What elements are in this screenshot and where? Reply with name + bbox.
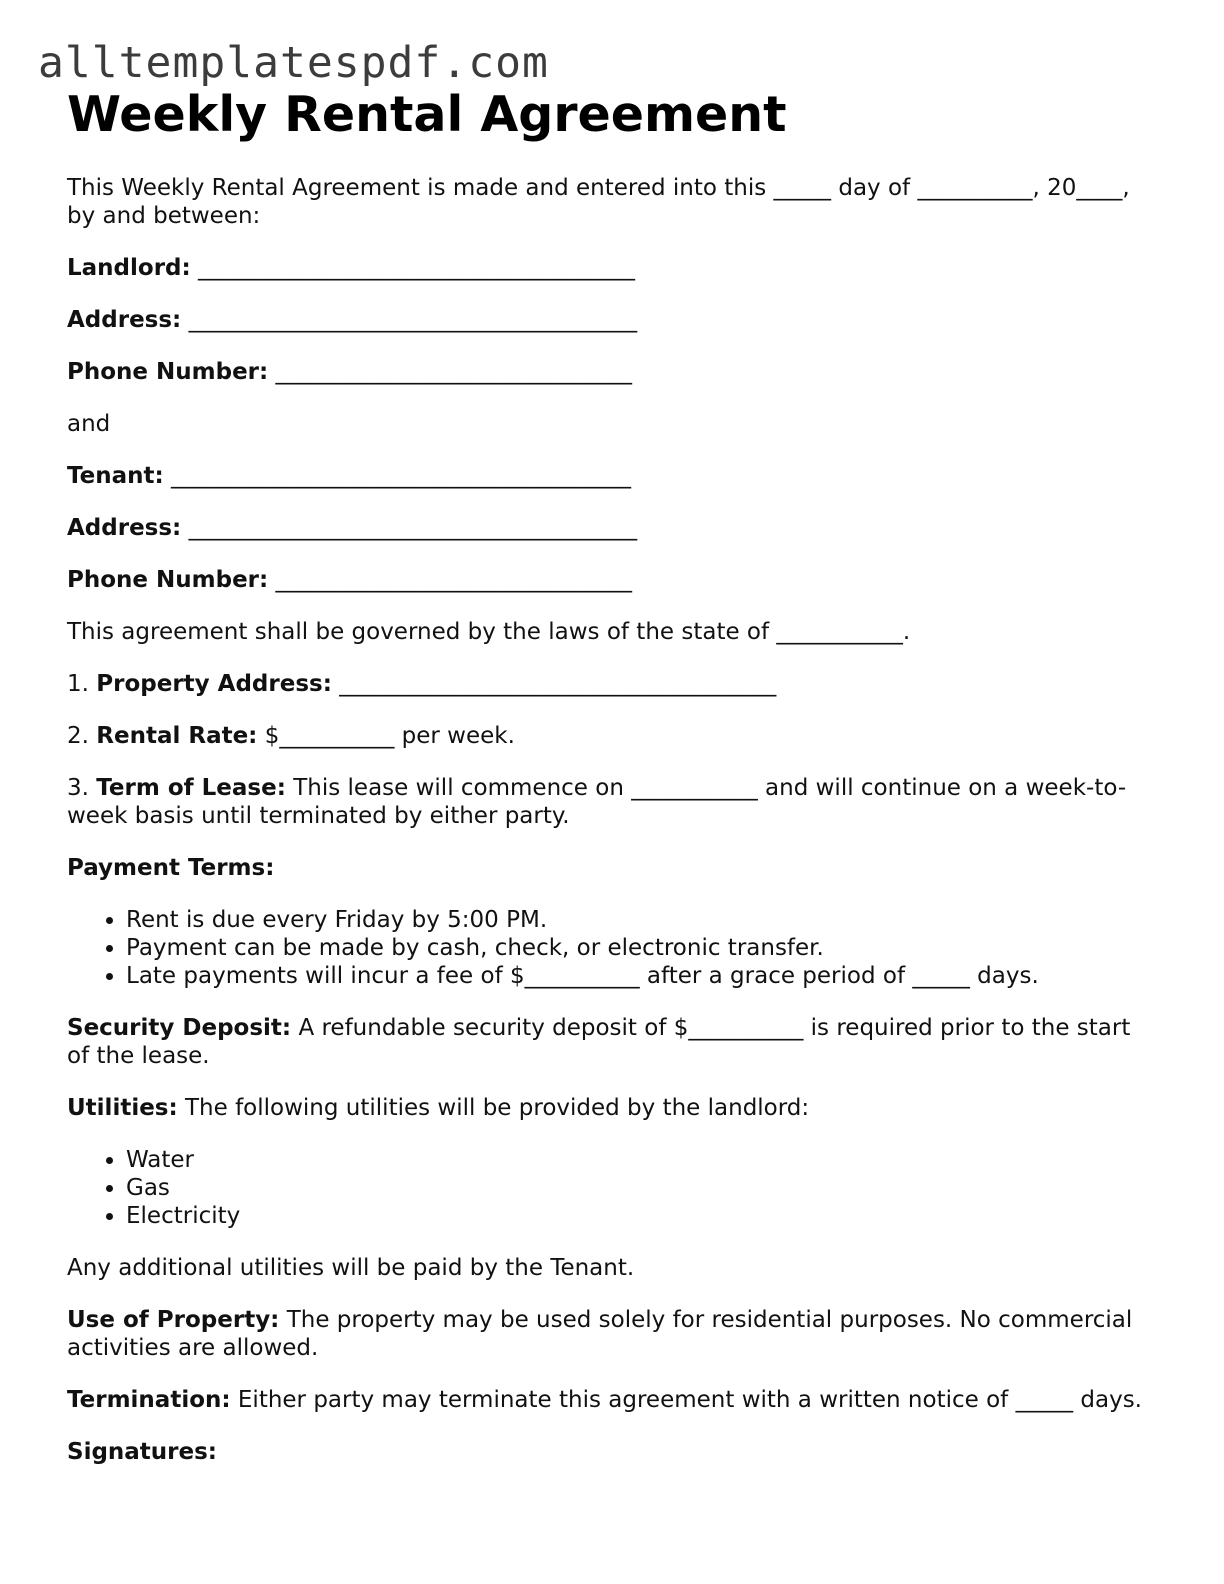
tenant-phone-line (67, 566, 1147, 594)
list-item: • Payment can be made by cash, check, or electronic transfer. (126, 934, 1147, 962)
use-of-property-paragraph (67, 1306, 1147, 1362)
property-address-label: Property Address: (96, 671, 332, 697)
site-watermark: alltemplatespdf.com (38, 38, 549, 88)
and-text: and (67, 411, 111, 437)
property-address-blank: ______________________________________ (339, 671, 777, 697)
tenant-address-label: Address: (67, 515, 182, 541)
use-of-property-label: Use of Property: (67, 1307, 280, 1333)
term-of-lease-paragraph (67, 774, 1147, 830)
signatures-label: Signatures: (67, 1439, 218, 1465)
rental-rate-text: $__________ per week. (264, 723, 515, 749)
term-of-lease-text: This lease will commence on ___________ and will continue on a week-to-week basis until terminated by either party. (67, 775, 1127, 829)
landlord-name-line (67, 254, 1147, 282)
landlord-phone-label: Phone Number: (67, 359, 269, 385)
term-of-lease-label: Term of Lease: (96, 775, 286, 801)
list-item: • Water (126, 1146, 1147, 1174)
landlord-phone-blank: _______________________________ (275, 359, 633, 385)
payment-terms-list (67, 906, 1147, 990)
list-item: • Rent is due every Friday by 5:00 PM. (126, 906, 1147, 934)
rental-rate-number: 2. (67, 723, 89, 749)
list-item: • Late payments will incur a fee of $__________ after a grace period of _____ days. (126, 962, 1147, 990)
payment-terms-heading (67, 854, 1147, 882)
utilities-label: Utilities: (67, 1095, 178, 1121)
tenant-name-blank: ________________________________________ (171, 463, 632, 489)
landlord-label: Landlord: (67, 255, 191, 281)
landlord-address-blank: _______________________________________ (188, 307, 638, 333)
tenant-phone-blank: _______________________________ (275, 567, 633, 593)
tenant-label: Tenant: (67, 463, 164, 489)
security-deposit-text: A refundable security deposit of $__________ is required prior to the start of the lease. (67, 1015, 1131, 1069)
tenant-address-line (67, 514, 1147, 542)
agreement-body (67, 174, 1147, 1490)
payment-terms-label: Payment Terms: (67, 855, 275, 881)
list-item: • Gas (126, 1174, 1147, 1202)
utilities-paragraph (67, 1094, 1147, 1122)
property-address-line (67, 670, 1147, 698)
utilities-text: The following utilities will be provided by the landlord: (185, 1095, 810, 1121)
utilities-note: Any additional utilities will be paid by the Tenant. (67, 1255, 635, 1281)
rental-rate-label: Rental Rate: (96, 723, 258, 749)
use-of-property-text: The property may be used solely for residential purposes. No commercial activities are allowed. (67, 1307, 1133, 1361)
landlord-phone-line (67, 358, 1147, 386)
landlord-address-line (67, 306, 1147, 334)
document-title: Weekly Rental Agreement (67, 86, 787, 143)
landlord-address-label: Address: (67, 307, 182, 333)
intro-paragraph: This Weekly Rental Agreement is made and entered into this _____ day of __________, 20____, by and between: (67, 175, 1130, 229)
list-item: • Electricity (126, 1202, 1147, 1230)
term-number: 3. (67, 775, 89, 801)
security-deposit-paragraph (67, 1014, 1147, 1070)
signatures-heading (67, 1438, 1147, 1466)
utilities-list (67, 1146, 1147, 1230)
security-deposit-label: Security Deposit: (67, 1015, 292, 1041)
rental-rate-line (67, 722, 1147, 750)
tenant-name-line (67, 462, 1147, 490)
tenant-address-blank: _______________________________________ (188, 515, 638, 541)
property-number: 1. (67, 671, 89, 697)
termination-label: Termination: (67, 1387, 231, 1413)
tenant-phone-label: Phone Number: (67, 567, 269, 593)
governing-law-paragraph: This agreement shall be governed by the laws of the state of ___________. (67, 619, 911, 645)
landlord-name-blank: ______________________________________ (198, 255, 636, 281)
termination-text: Either party may terminate this agreement with a written notice of _____ days. (237, 1387, 1142, 1413)
termination-paragraph (67, 1386, 1147, 1414)
